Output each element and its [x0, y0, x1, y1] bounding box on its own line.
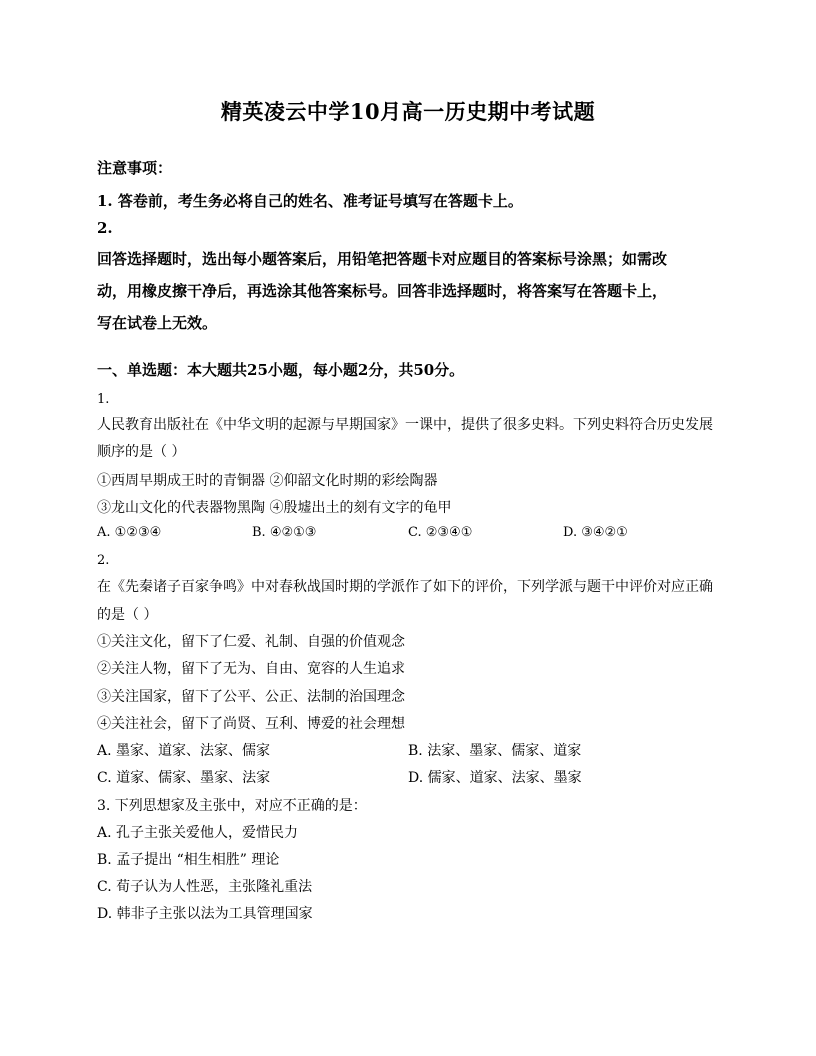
question-2-option-a: A. 墨家、道家、法家、儒家 [97, 743, 271, 759]
section-heading: 一、单选题：本大题共25小题，每小题2分，共50分。 [97, 361, 465, 379]
notice-item-2-line: 写在试卷上无效。 [97, 314, 218, 332]
question-1-option-d: D. ③④②① [563, 525, 628, 540]
question-2-number: 2. [97, 553, 110, 568]
question-3-option-d: D. 韩非子主张以法为工具管理国家 [97, 906, 313, 922]
question-1-option-c: C. ②③④① [408, 525, 473, 540]
question-1-stem: 顺序的是（ ） [97, 444, 186, 460]
question-1-number: 1. [97, 392, 110, 407]
notice-item-2-number: 2. [97, 219, 113, 237]
question-1-stem: 人民教育出版社在《中华文明的起源与早期国家》一课中，提供了很多史料。下列史料符合历史发展 [97, 417, 713, 433]
question-2-item: ②关注人物，留下了无为、自由、宽容的人生追求 [97, 661, 405, 677]
question-1-option-a: A. ①②③④ [97, 525, 162, 540]
question-2-item: ③关注国家，留下了公平、公正、法制的治国理念 [97, 689, 405, 705]
question-3-option-c: C. 荀子认为人性恶，主张隆礼重法 [97, 879, 313, 895]
exam-title: 精英凌云中学10月高一历史期中考试题 [220, 99, 596, 124]
question-1-item: ③龙山文化的代表器物黑陶 ④殷墟出土的刻有文字的龟甲 [97, 500, 452, 516]
question-2-option-d: D. 儒家、道家、法家、墨家 [408, 770, 582, 786]
question-2-option-b: B. 法家、墨家、儒家、道家 [408, 743, 582, 759]
question-1-item: ①西周早期成王时的青铜器 ②仰韶文化时期的彩绘陶器 [97, 473, 438, 489]
question-2-stem: 的是（ ） [97, 607, 158, 623]
notice-heading: 注意事项： [97, 159, 173, 177]
question-2-stem: 在《先秦诸子百家争鸣》中对春秋战国时期的学派作了如下的评价，下列学派与题干中评价对应正确 [97, 579, 713, 595]
question-3-option-a: A. 孔子主张关爱他人，爱惜民力 [97, 825, 299, 841]
question-2-item: ④关注社会，留下了尚贤、互利、博爱的社会理想 [97, 716, 405, 732]
question-1-option-b: B. ④②①③ [252, 525, 317, 540]
question-3-stem: 3. 下列思想家及主张中，对应不正确的是： [97, 798, 367, 814]
question-2-option-c: C. 道家、儒家、墨家、法家 [97, 770, 271, 786]
notice-item-2-line: 回答选择题时，选出每小题答案后，用铅笔把答题卡对应题目的答案标号涂黑；如需改 [97, 250, 668, 268]
notice-item-2-line: 动，用橡皮擦干净后，再选涂其他答案标号。回答非选择题时，将答案写在答题卡上， [97, 282, 668, 300]
question-3-option-b: B. 孟子提出 “相生相胜” 理论 [97, 852, 280, 868]
notice-item-1: 1. 答卷前，考生务必将自己的姓名、准考证号填写在答题卡上。 [97, 192, 523, 210]
question-2-item: ①关注文化，留下了仁爱、礼制、自强的价值观念 [97, 634, 405, 650]
